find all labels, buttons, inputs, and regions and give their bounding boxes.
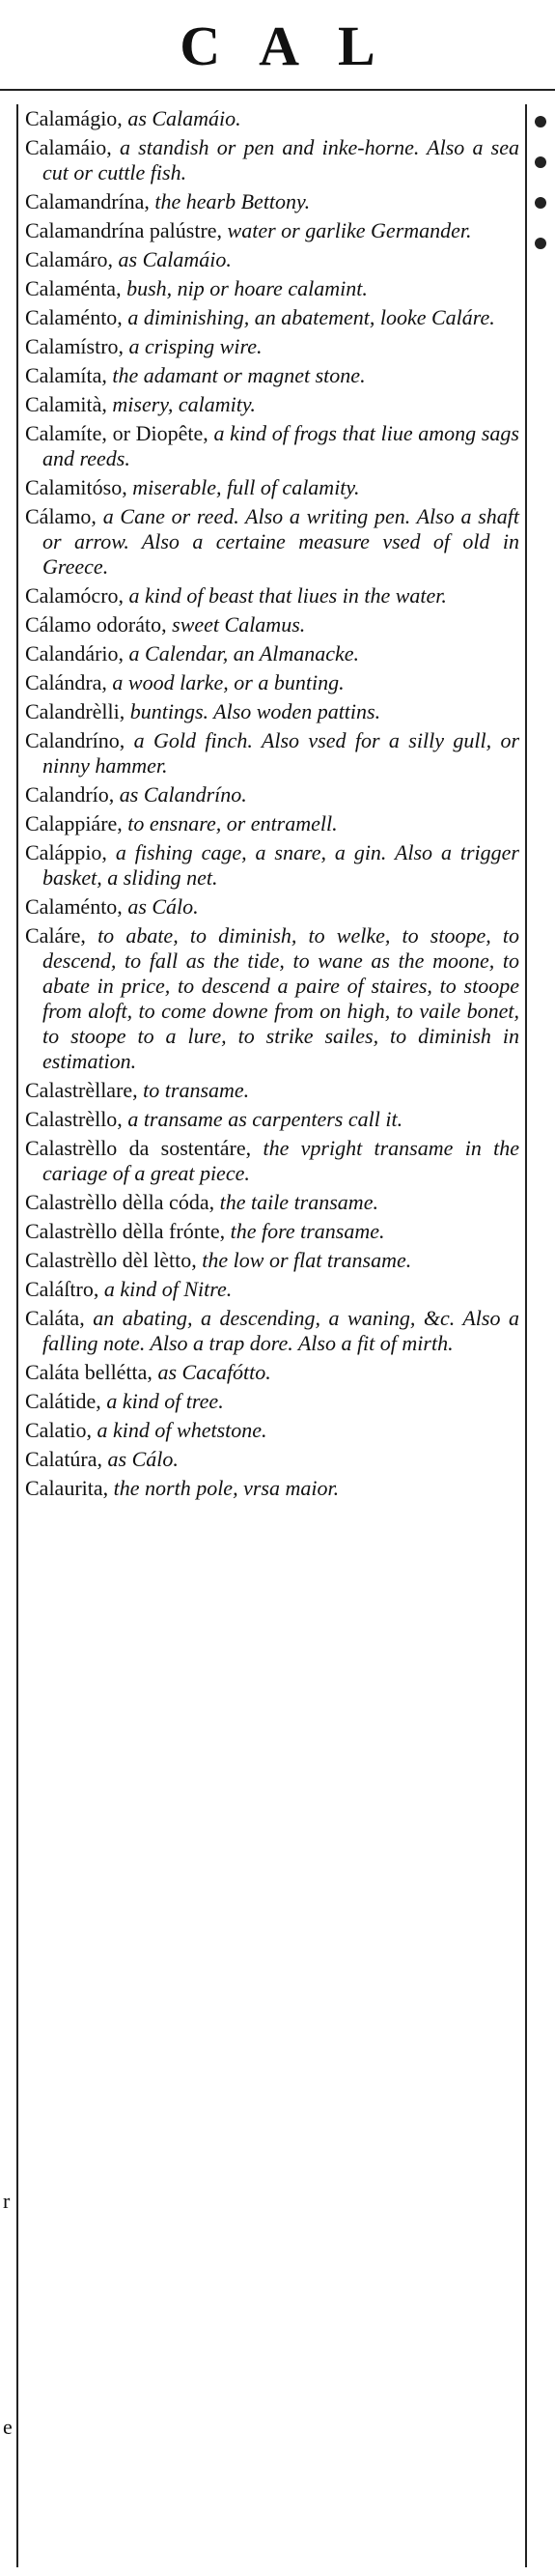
entry-headword: Calamócro, [25, 583, 125, 608]
entry-headword: Calatúra, [25, 1447, 103, 1471]
entry-definition: to ensnare, or entramell. [127, 811, 338, 835]
dictionary-entry [25, 840, 519, 891]
entry-headword: Cálamo, [25, 504, 97, 528]
entry-headword: Calaménto, [25, 305, 123, 329]
entry-definition: to abate, to diminish, to welke, to stoope, to descend, to fall as the tide, to wane as the moone, to abate in price, to descend a paire of staires, to stoope from aloft, to come downe from on high, to vaile bonet, to stoope to a lure, to strike sailes, to diminish in estimation. [42, 923, 520, 1073]
entry-definition: the vpright transame in the cariage of a great piece. [42, 1136, 519, 1185]
dictionary-entry [25, 923, 519, 1074]
entry-definition: a standish or pen and inke-horne. Also a sea cut or cuttle fish. [42, 135, 519, 184]
entry-headword: Calatio, [25, 1418, 93, 1442]
entry-definition: the fore transame. [230, 1219, 385, 1243]
entry-definition: a transame as carpenters call it. [127, 1107, 403, 1131]
entry-headword: Calastrèllo da sostentáre, [25, 1136, 252, 1160]
margin-fragment: e [3, 2415, 13, 2439]
entry-definition: the north pole, vrsa maior. [113, 1476, 340, 1500]
entry-definition: a kind of tree. [106, 1389, 224, 1413]
dictionary-entry [25, 276, 519, 301]
entry-headword: Calaurita, [25, 1476, 109, 1500]
dictionary-entry [25, 189, 519, 214]
entry-definition: buntings. Also woden pattins. [129, 699, 381, 723]
entry-definition: as Calamáio. [118, 247, 232, 271]
dictionary-entry [25, 894, 519, 920]
entry-definition: a Calendar, an Almanacke. [128, 641, 360, 665]
entry-definition: as Calamáio. [127, 106, 241, 130]
entry-headword: Calamandrína palústre, [25, 218, 223, 242]
dictionary-entry [25, 699, 519, 724]
dictionary-entry [25, 247, 519, 272]
entry-definition: a kind of beast that liues in the water. [128, 583, 447, 608]
dictionary-entry [25, 106, 519, 131]
page-title: CAL [180, 14, 414, 77]
entry-headword: Cálamo odoráto, [25, 612, 167, 637]
entry-headword: Caláſtro, [25, 1277, 99, 1301]
entry-definition: miserable, full of calamity. [132, 475, 360, 499]
entry-headword: Calamandrína, [25, 189, 150, 213]
dictionary-entry [25, 1078, 519, 1103]
entry-definition: the low or flat transame. [202, 1248, 412, 1272]
column-rule-left [16, 104, 18, 2567]
dictionary-entry [25, 612, 519, 637]
margin-dot [535, 116, 546, 127]
entry-headword: Calastrèllo, [25, 1107, 123, 1131]
entry-headword: Caláta, [25, 1306, 85, 1330]
dictionary-entry [25, 135, 519, 185]
dictionary-entry [25, 728, 519, 778]
entry-definition: a crisping wire. [128, 334, 263, 358]
dictionary-entry [25, 670, 519, 695]
entry-headword: Calamáio, [25, 135, 112, 159]
page-header [0, 0, 555, 97]
dictionary-entry [25, 218, 519, 243]
dictionary-entry [25, 1306, 519, 1356]
dictionary-entry [25, 334, 519, 359]
entry-definition: as Cálo. [127, 894, 199, 919]
entry-headword: Calastrèllo dèlla códa, [25, 1190, 215, 1214]
dictionary-entry [25, 1277, 519, 1302]
dictionary-entry [25, 392, 519, 417]
entry-definition: a Gold finch. Also vsed for a silly gull, or ninny hammer. [42, 728, 520, 778]
entry-definition: the adamant or magnet stone. [112, 363, 366, 387]
entry-headword: Calastrèllare, [25, 1078, 138, 1102]
dictionary-entry [25, 363, 519, 388]
entry-headword: Calamístro, [25, 334, 125, 358]
entry-headword: Calamáro, [25, 247, 114, 271]
header-rule [0, 89, 555, 91]
margin-dot [535, 238, 546, 249]
dictionary-entry [25, 1219, 519, 1244]
entry-headword: Calappiáre, [25, 811, 123, 835]
margin-dot [535, 156, 546, 168]
entry-definition: as Cacafótto. [157, 1360, 271, 1384]
dictionary-entry [25, 1476, 519, 1501]
entry-headword: Calastrèllo dèlla frónte, [25, 1219, 226, 1243]
entry-headword: Calandrío, [25, 782, 115, 807]
entry-headword: Calandrèlli, [25, 699, 125, 723]
dictionary-entry [25, 1360, 519, 1385]
entry-definition: a Cane or reed. Also a writing pen. Also a shaft or arrow. Also a certaine measure vsed of old in Greece. [42, 504, 520, 579]
entry-definition: as Cálo. [107, 1447, 179, 1471]
dictionary-entry [25, 1418, 519, 1443]
entry-headword: Calaménto, [25, 894, 123, 919]
entry-definition: a wood larke, or a bunting. [112, 670, 345, 694]
entry-definition: water or garlike Germander. [227, 218, 472, 242]
dictionary-entry [25, 811, 519, 836]
margin-dot [535, 197, 546, 209]
entry-definition: a kind of whetstone. [97, 1418, 267, 1442]
dictionary-entry [25, 421, 519, 471]
dictionary-entry [25, 782, 519, 807]
margin-fragment: r [3, 2189, 11, 2213]
entry-headword: Caláppio, [25, 840, 107, 864]
entry-headword: Calátide, [25, 1389, 101, 1413]
dictionary-entry [25, 1447, 519, 1472]
entry-headword: Calandário, [25, 641, 125, 665]
dictionary-entry [25, 1107, 519, 1132]
dictionary-entry [25, 1136, 519, 1186]
dictionary-entry [25, 1248, 519, 1273]
entry-definition: an abating, a descending, a waning, &c. Also a falling note. Also a trap dore. Also a fit of mirth. [42, 1306, 519, 1355]
entry-definition: misery, calamity. [112, 392, 256, 416]
dictionary-entry [25, 475, 519, 500]
dictionary-entry [25, 504, 519, 580]
entry-headword: Calandríno, [25, 728, 125, 752]
entry-headword: Calamágio, [25, 106, 123, 130]
entry-definition: a kind of frogs that liue among sags and reeds. [42, 421, 519, 470]
dictionary-entry [25, 1389, 519, 1414]
entry-definition: sweet Calamus. [172, 612, 306, 637]
dictionary-entry [25, 641, 519, 666]
entry-definition: the hearb Bettony. [154, 189, 311, 213]
entry-headword: Calándra, [25, 670, 107, 694]
dictionary-entry [25, 583, 519, 609]
right-margin-marks [535, 116, 550, 278]
dictionary-entries [25, 106, 519, 1505]
entry-definition: bush, nip or hoare calamint. [126, 276, 368, 300]
dictionary-entry [25, 1190, 519, 1215]
left-margin-fragments [3, 104, 13, 2567]
entry-definition: a kind of Nitre. [103, 1277, 233, 1301]
entry-headword: Caláre, [25, 923, 86, 948]
entry-headword: Calamíta, [25, 363, 107, 387]
entry-headword: Caláta bellétta, [25, 1360, 153, 1384]
column-rule-right [525, 104, 527, 2567]
entry-headword: Calamitóso, [25, 475, 127, 499]
entry-headword: Calastrèllo dèl lètto, [25, 1248, 197, 1272]
entry-definition: the taile transame. [219, 1190, 378, 1214]
entry-definition: a fishing cage, a snare, a gin. Also a trigger basket, a sliding net. [42, 840, 519, 890]
dictionary-entry [25, 305, 519, 330]
entry-definition: a diminishing, an abatement, looke Caláre. [127, 305, 495, 329]
entry-definition: to transame. [143, 1078, 250, 1102]
entry-headword: Calaménta, [25, 276, 122, 300]
entry-headword: Calamità, [25, 392, 107, 416]
entry-definition: as Calandríno. [119, 782, 247, 807]
entry-headword: Calamíte, or Diopête, [25, 421, 208, 445]
